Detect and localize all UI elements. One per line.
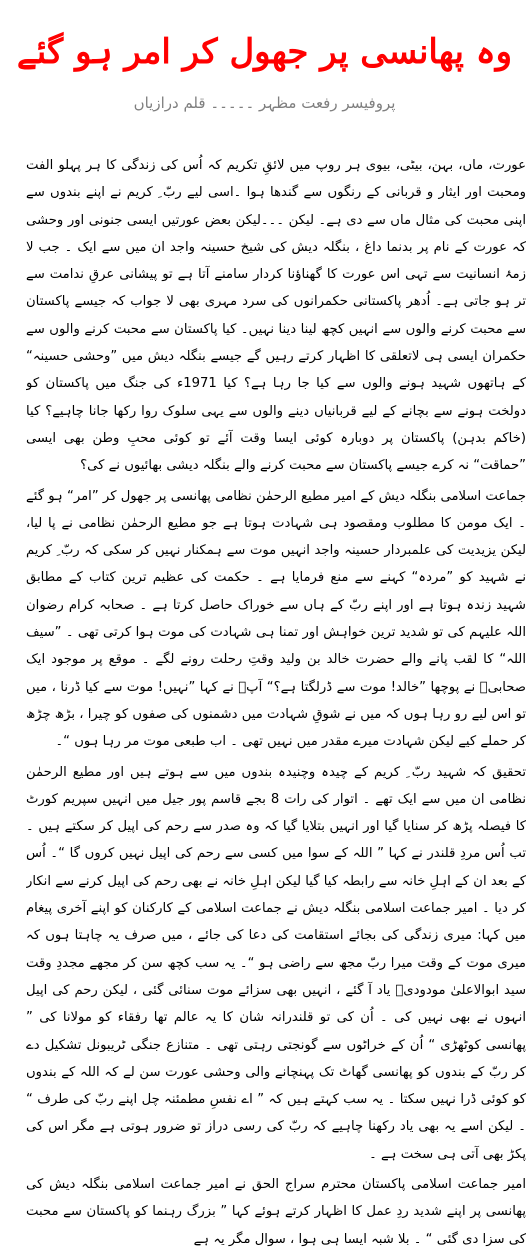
article-paragraph: تحقیق کہ شہید ربّ ِ کریم کے چیدہ وچنیدہ بندوں میں سے ہوتے ہیں اور مطیع الرحمٰن نظامی ان میں سے ایک تھے ۔ اتوار کی رات 8 بجے قاسم پور جیل میں انہیں سپریم کورٹ کا فیصلہ پڑھ کر سنایا گیا اور انہیں بتلایا گیا کہ وہ صدر سے رحم کی اپیل کر سکتے ہیں ۔ تب اُس مردِ قلندر نے کہا ” اللہ کے سوا میں کسی سے رحم کی اپیل نہیں کروں گا “۔ اُس کے بعد ان کے اہلِ خانہ سے رابطہ کیا گیا لیکن اہلِ خانہ نے بھی رحم کی اپیل کرنے سے انکار کر دیا ۔ امیر جماعت اسلامی بنگلہ دیش نے جماعت اسلامی کے کارکنان کو اپنے آخری پیغام میں کہا: میری زندگی کی بجائے استقامت کی دعا کی جائے ، میں صرف یہ چاہتا ہوں کہ میری موت کے وقت میرا ربّ مجھ سے راضی ہو “۔ یہ سب کچھ سن کر مجھے مجددِ وقت سید ابوالاعلیٰ مودودیؒ یاد آ گئے ، انہیں بھی سزائے موت سنائی گئی ، لیکن رحم کی اپیل انہوں نے بھی نہیں کی ۔ اُن کی تو قلندرانہ شان کا یہ عالم تھا رفقاء کو مولانا کی ” پھانسی کوٹھڑی “ اُن کے خراٹوں سے گونجتی رہتی تھی ۔ متنازع جنگی ٹریبونل تشکیل دے کر ربّ کے بندوں کو پھانسی گھاٹ تک پہنچانے والی وحشی عورت سن لے کہ اللہ کے بندوں کو کوئی ڈرا نہیں سکتا ۔ یہ سب کہتے ہیں کہ ” اے نفسِ مطمئنہ چل اپنے ربّ کی طرف “ ۔ لیکن اسے یہ بھی یاد رکھنا چاہیے کہ ربّ کی رسی دراز تو ضرور ہوتی ہے مگر اس کی پکڑ بھی آتی ہی سخت ہے ۔ [26,764,526,1162]
article-paragraph: امیر جماعت اسلامی پاکستان محترم سراج الحق نے امیر جماعت اسلامی بنگلہ دیش کی پھانسی پر اپنے شدید ردِ عمل کا اظہار کرتے ہوئے کہا ” بزرگ رہنما کو پاکستان سے محبت کی سزا دی گئی “ ۔ بلا شبہ ایسا ہی ہوا ، سوال مگر یہ ہے [26,1176,526,1247]
article-paragraph: جماعت اسلامی بنگلہ دیش کے امیر مطیع الرحمٰن نظامی پھانسی پر جھول کر ”امر“ ہو گئے ۔ ایک مومن کا مطلوب ومقصود ہی شہادت ہوتا ہے جو مطیع الرحمٰن نظامی نے پا لیا، لیکن یزیدیت کی علمبردار حسینہ واجد انہیں موت سے ہمکنار نہیں کر سکی کہ ربّ ِ کریم نے شہید کو ”مردہ“ کہنے سے منع فرمایا ہے ۔ حکمت کی عظیم ترین کتاب کے مطابق شہید زندہ ہوتا ہے اور اپنے ربّ کے ہاں سے خوراک حاصل کرتا ہے ۔ صحابہ کرام رضوان اللہ علیہم کی تو شدید ترین خواہش اور تمنا ہی شہادت کی موت ہوا کرتی تھی ۔ ”سیف اللہ“ کا لقب پانے والے حضرت خالد بن ولید وقتِ رحلت رونے لگے ۔ موقع پر موجود ایک صحابیؓ نے پوچھا ”خالد! موت سے ڈرلگتا ہے؟“ آپؓ نے کہا ”نہیں! موت سے کیا ڈرنا ، میں تو اس لیے رو رہا ہوں کہ میں نے شوقِ شہادت میں دشمنوں کی صفوں کو چیرا ، بڑھ چڑھ کر حملے کیے لیکن شہادت میرے مقدر میں نہیں تھی ۔ اب طبعی موت مر رہا ہوں “۔ [26,488,526,750]
article-paragraph: عورت، ماں، بہن، بیٹی، بیوی ہر روپ میں لائقِ تکریم کہ اُس کی زندگی کا ہر پہلو الفت ومحبت اور ایثار و قربانی کے رنگوں سے گندھا ہوا ۔اسی لیے ربّ ِ کریم نے اپنے بندوں سے اپنی محبت کی مثال ماں سے دی ہے۔ لیکن ۔۔۔لیکن بعض عورتیں ایسی جنونی اور وحشی کہ عورت کے نام پر بدنما داغ ، بنگلہ دیش کی شیخ حسینہ واجد ان میں سے ایک ۔ جب لا زمۂ انسانیت سے تہی اس عورت کا گھناؤنا کردار سامنے آتا ہے تو پیشانی عرقِ ندامت سے تر ہو جاتی ہے۔ اُدھر پاکستانی حکمرانوں کی سرد مہری بھی لا جواب کہ جیسے پاکستان سے محبت کرنے والوں سے انہیں کچھ لینا دینا نہیں۔ کیا پاکستان سے محبت کرنے والوں سے حکمران ایسی ہی لاتعلقی کا اظہار کرتے رہیں گے جیسے بنگلہ دیش میں ”وحشی حسینہ“ کے ہاتھوں شہید ہونے والوں سے کیا جا رہا ہے؟ کیا 1971ء کی جنگ میں پاکستان کو دولخت ہونے سے بچانے کے لیے قربانیاں دینے والوں سے یہی سلوک روا رکھا جانا چاہیے؟ کیا (خاکم بدہن) پاکستان پر دوبارہ کوئی ایسا وقت آئے تو کوئی محبِ وطن بھی ایسی ”حماقت“ نہ کرے جیسے پاکستان سے محبت کرنے والے بنگلہ دیشی بھائیوں نے کی؟ [26,158,526,474]
article-title: وہ پھانسی پر جھول کر امر ہو گئے [16,32,513,72]
article-byline: پروفیسر رفعت مظہر ۔۔۔۔۔ قلم درازیاں [133,94,396,112]
article-body [26,152,526,1252]
